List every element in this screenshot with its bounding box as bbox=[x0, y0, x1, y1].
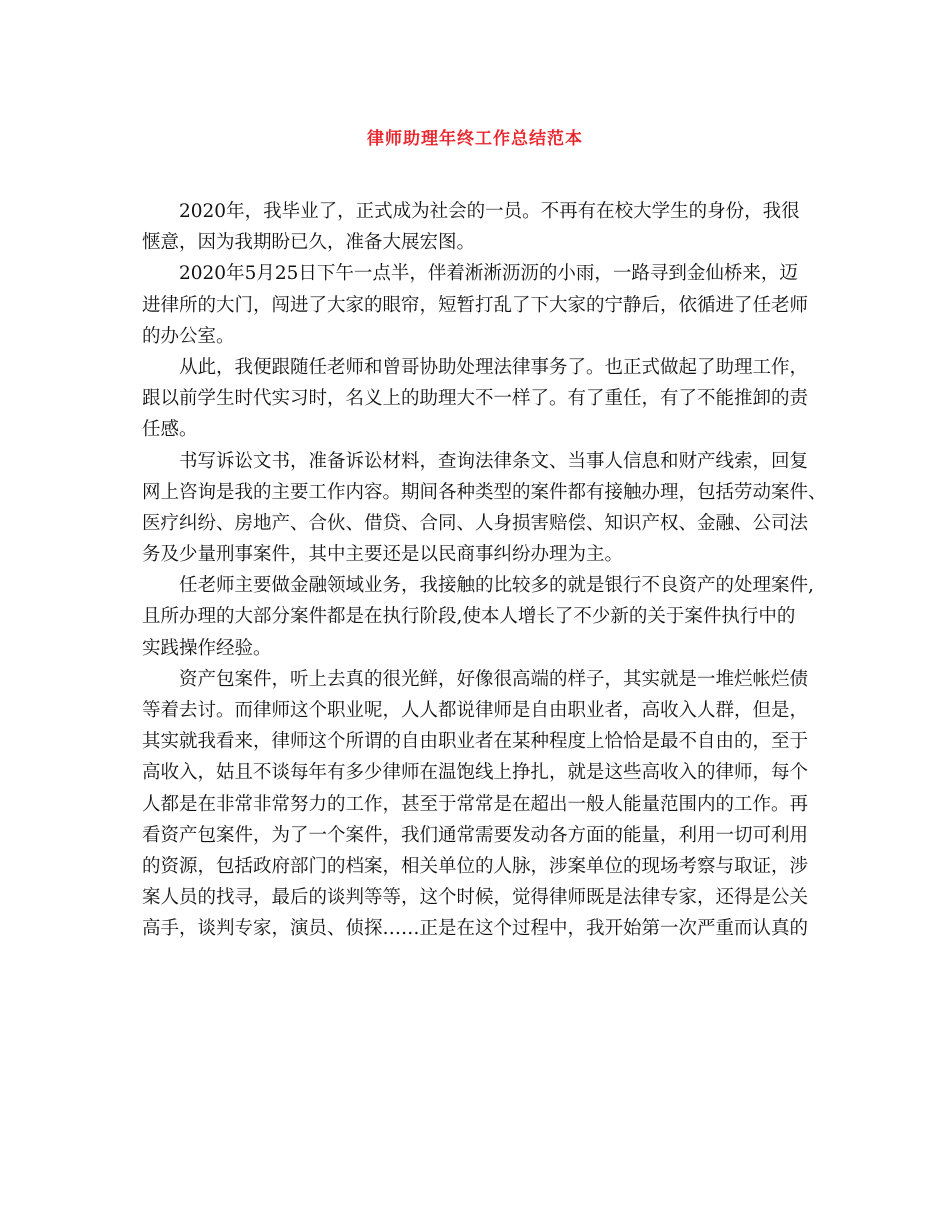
paragraph-line: 2020年5月25日下午一点半，伴着淅淅沥沥的小雨，一路寻到金仙桥来，迈 bbox=[179, 263, 798, 285]
paragraph-line: 资产包案件，听上去真的很光鲜，好像很高端的样子，其实就是一堆烂帐烂债 bbox=[179, 668, 809, 690]
paragraph-line: 看资产包案件，为了一个案件，我们通常需要发动各方面的能量，利用一切可利用 bbox=[142, 824, 809, 846]
paragraph-line: 书写诉讼文书，准备诉讼材料，查询法律条文、当事人信息和财产线索，回复 bbox=[179, 450, 809, 472]
paragraph-line: 案人员的找寻，最后的谈判等等，这个时候，觉得律师既是法律专家，还得是公关 bbox=[142, 887, 809, 909]
paragraph-line: 高收入，姑且不谈每年有多少律师在温饱线上挣扎，就是这些高收入的律师，每个 bbox=[142, 762, 809, 784]
paragraph-line: 网上咨询是我的主要工作内容。期间各种类型的案件都有接触办理，包括劳动案件、 bbox=[142, 481, 827, 503]
paragraph-line: 高手，谈判专家，演员、侦探……正是在这个过程中，我开始第一次严重而认真的 bbox=[142, 918, 809, 940]
paragraph-line: 其实就我看来，律师这个所谓的自由职业者在某种程度上恰恰是最不自由的，至于 bbox=[142, 731, 809, 753]
paragraph-line: 且所办理的大部分案件都是在执行阶段,使本人增长了不少新的关于案件执行中的 bbox=[142, 606, 796, 628]
document-body bbox=[142, 196, 827, 945]
paragraph-line: 从此，我便跟随任老师和曾哥协助处理法律事务了。也正式做起了助理工作， bbox=[179, 356, 809, 378]
paragraph-line: 医疗纠纷、房地产、合伙、借贷、合同、人身损害赔偿、知识产权、金融、公司法 bbox=[142, 512, 809, 534]
paragraph-line: 的资源，包括政府部门的档案，相关单位的人脉，涉案单位的现场考察与取证，涉 bbox=[142, 855, 809, 877]
paragraph-line: 进律所的大门，闯进了大家的眼帘，短暂打乱了下大家的宁静后，依循进了任老师 bbox=[142, 294, 809, 316]
paragraph-line: 等着去讨。而律师这个职业呢，人人都说律师是自由职业者，高收入人群，但是， bbox=[142, 700, 809, 721]
document-title: 律师助理年终工作总结范本 bbox=[367, 129, 583, 149]
paragraph-line: 2020年，我毕业了，正式成为社会的一员。不再有在校大学生的身份，我很 bbox=[179, 201, 800, 222]
paragraph-line: 任老师主要做金融领域业务，我接触的比较多的就是银行不良资产的处理案件, bbox=[179, 575, 814, 597]
paragraph-line: 惬意，因为我期盼已久，准备大展宏图。 bbox=[142, 232, 476, 254]
paragraph-line: 跟以前学生时代实习时，名义上的助理大不一样了。有了重任，有了不能推卸的责 bbox=[142, 388, 809, 410]
paragraph-line: 人都是在非常非常努力的工作，甚至于常常是在超出一般人能量范围内的工作。再 bbox=[142, 793, 809, 815]
paragraph-line: 的办公室。 bbox=[142, 325, 235, 347]
paragraph-line: 务及少量刑事案件，其中主要还是以民商事纠纷办理为主。 bbox=[142, 544, 624, 566]
paragraph-line: 任感。 bbox=[142, 419, 198, 441]
paragraph-line: 实践操作经验。 bbox=[142, 637, 272, 659]
